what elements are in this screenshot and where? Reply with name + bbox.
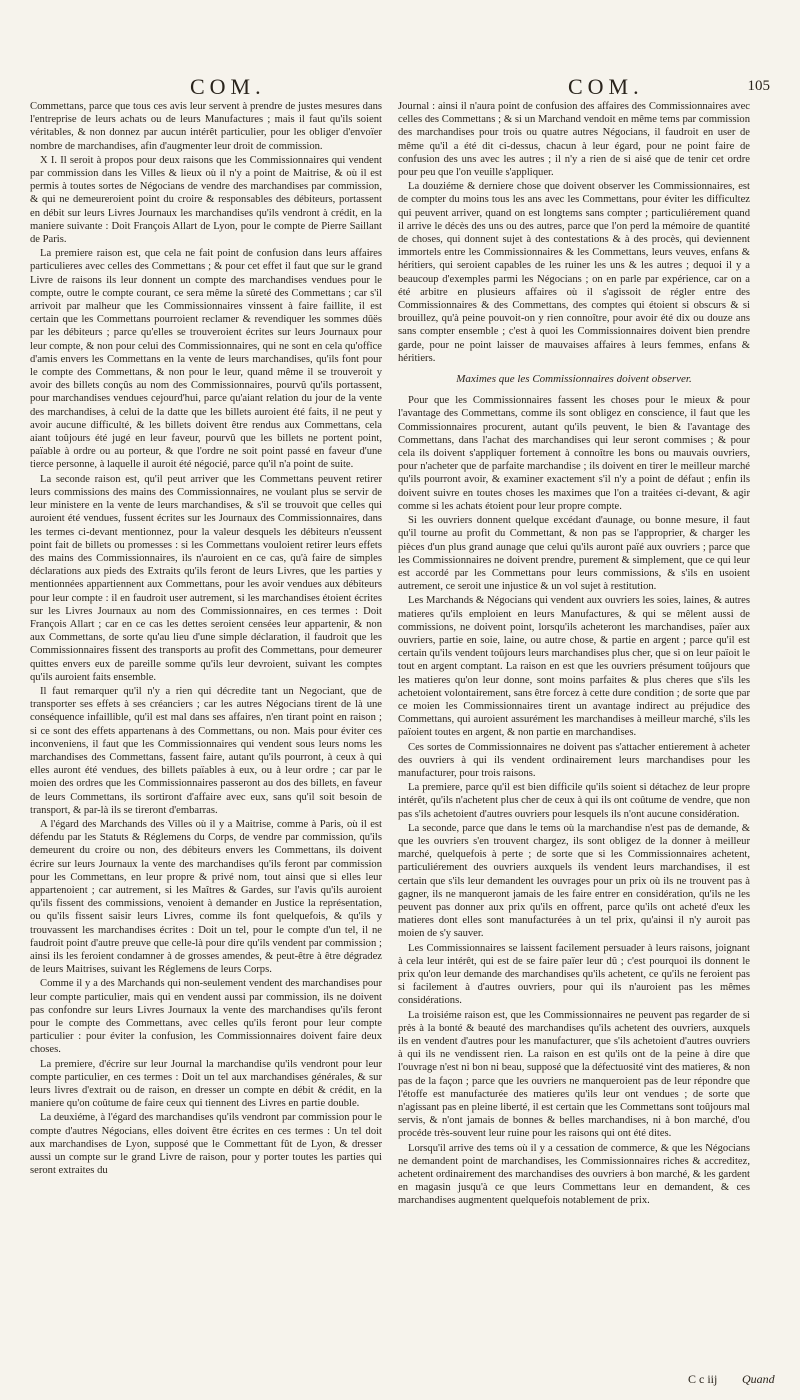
paragraph: La deuxiéme, à l'égard des marchandises qu'ils vendront par commission pour le compte d'autres Négocians, elles doivent être écrites en ces termes : Un tel doit aux marchandises de Lyon, supposé que le Commettant fût de Lyon, & dresser aussi un compte sur le grand Livre de raison, pour y porter toutes les parties qui seront extraites du: [30, 1112, 382, 1177]
paragraph: Les Commissionnaires se laissent facilement persuader à leurs raisons, joignant à cela leur intérêt, qui est de se faire païer leur dû ; c'est pourquoi ils donnent le prix qu'on leur demande des marchandises qu'ils achetent, ce qu'ils ne feroient pas si facilement à d'autres ouvriers, pour qui ils n'auroient pas les mêmes considérations.: [398, 942, 750, 1007]
paragraph: Lorsqu'il arrive des tems où il y a cessation de commerce, & que les Négocians ne demandent point de marchandises, les Commissionnaires riches & accreditez, achetent ordinairement des marchandises des ouvriers à bon marché, & les gardent en magasin jusqu'à ce que leurs Commettans leur en demandent, & ces marchandises augmentent quelquefois notablement de prix.: [398, 1142, 750, 1207]
page-footer: [0, 1372, 800, 1390]
paragraph: A l'égard des Marchands des Villes où il y a Maitrise, comme à Paris, où il est défendu par les Statuts & Réglemens du Corps, de vendre par commission, qu'ils demeurent du croire ou non, des débiteurs envers les Commettans, ils doivent écrire sur leurs Journaux la vente des marchandises qu'ils feront par commission pour les Commettans, en leur propre & privé nom, tout ainsi que si elles leur appartenoient ; car autrement, si les Maîtres & Gardes, sur l'avis qu'ils auroient qu'ils fissent des commissions, venoient à demander en Justice la représentation, ou qu'ils fissent saisir leurs Livres, comme ils font quelquefois, & qu'ils y trouvassent les marchandises écrites : Doit un tel, pour le compte d'un tel, il ne faudroit point d'autre preuve que celle-là pour dire qu'ils vendent par commission ; ainsi ils les feroient condamner à de grosses amendes, & peut-être à être dégradez de leurs Maitrises, suivant les Réglemens de leurs Corps.: [30, 818, 382, 976]
signature-mark: C c iij: [688, 1372, 718, 1386]
right-column: [398, 100, 750, 1355]
section-heading: Maximes que les Commissionnaires doivent observer.: [456, 373, 692, 386]
paragraph: La premiere, d'écrire sur leur Journal la marchandise qu'ils vendront pour leur compte particulier, en ces termes : Doit un tel aux marchandises générales, & sur leurs livres d'extrait ou de raison, en dresser un compte en débit & crédit, en la maniere qu'on coûtume de faire ceux qui tiennent des Livres en partie double.: [30, 1058, 382, 1110]
paragraph: La premiere raison est, que cela ne fait point de confusion dans leurs affaires particulieres avec celles des Commettans ; & pour cet effet il faut que sur le grand Livre de raisons ils leur donnent un compte des marchandises vendues pour le compte, outre le compte courant, ce sera même la sûreté des Commettans ; car s'il arrivoit par malheur que les Commissionnaires vinssent à faire faillite, il est certain que les Commettans pourroient reclamer & revendiquer les sommes dûës par les débiteurs ; parce qu'elles se trouveroient écrites sur leurs Journaux pour leur compte, & non pour celui des Commissionnaires, qui ne sont en cela qu'office d'amis envers les Commettans en la vente de leurs marchandises, qu'ils font pour le compte des Commettans, & non pour le leur, quand même il se trouveroit y avoir des billets conçûs au nom des Commissionnaires, pourvû qu'ils portassent, pour marchandises vendues cejourd'hui, parce qu'aiant relation du jour de la vente des marchandises, à celui de la datte que les billets auroient été faits, il ne peut y avoir aucune difficulté, & les billets doivent être rendus aux Commettans, cela aiant toûjours été jugé en leur faveur, pourvû que les billets ne portent point, païable à ordre ou au porteur, & que l'ordre ne soit point passé en faveur d'une tierce personne, à laquelle il auroit été négocié, parce qu'il n'a point de suite.: [30, 248, 382, 471]
paragraph: La premiere, parce qu'il est bien difficile qu'ils soient si détachez de leur propre intérêt, qu'ils n'achetent plus cher de ceux à qui ils ont coûtume de vendre, que non pas s'ils achetoient d'autres ouvriers pour lesquels ils n'ont aucune considération.: [398, 782, 750, 820]
paragraph: Pour que les Commissionnaires fassent les choses pour le mieux & pour l'avantage des Commettans, comme ils sont obligez en conscience, il faut que les Commissionnaires procurent, autant qu'ils peuvent, le bien & l'avantage des Commettans, dans l'achat des marchandises qui leur seront commises ; & pour cela ils doivent s'appliquer fortement à connoître les bons ou mauvais ouvriers, pour n'acheter que de parfaite marchandise ; ils doivent en tirer le meilleur marché qu'ils pourront avoir, & examiner exactement s'il n'y a point de défaut ; enfin ils doivent suivre en toutes choses les maximes que l'on a traitées ci-devant, & agir comme si les achats étoient pour leur propre compte.: [398, 395, 750, 512]
running-header: [0, 74, 800, 100]
paragraph: Les Marchands & Négocians qui vendent aux ouvriers les soies, laines, & autres matieres qu'ils emploient en leurs Manufactures, & qui se mêlent aussi de commissions, ne doivent point, lorsqu'ils acheteront les marchandises, païer aux ouvriers, partie en soie, laine, ou autre chose, & partie en argent ; parce qu'il est certain qu'ils vendent toûjours leurs marchandises plus cher, que si on leur païoit le tout en argent comptant. La raison en est que les ouvriers présument toûjours que les matieres qu'on leur donne, sont moins parfaites & plus cheres que s'ils les achetoient volontairement, sans être forcez à cette dure condition ; de sorte que par ce moien les Commissionnaires tirent un avantage indirect au préjudice des Commettans, qui auroient assurément les marchandises à meilleur marché, s'ils les païoient toutes en argent, & non partie en marchandises.: [398, 595, 750, 739]
paragraph: La seconde raison est, qu'il peut arriver que les Commettans peuvent retirer leurs commissions des mains des Commissionnaires, ne voulant plus se servir de leur ministere en la vente de leurs marchandises, & s'il se trouvoit que celles qui auroient été vendues, fussent écrites sur les Journaux des Commissionnaires, dans les termes ci-devant mentionnez, pour la valeur desquels les débiteurs n'eussent point fait de billets ou promesses : si les Commettans vouloient retirer leurs effets des mains des Commissionnaires, ils n'auroient en ce cas, qu'à faire de simples déclarations aux pieds des Extraits qu'ils feront de leurs Livres, que les parties y mentionnées appartiennent aux Commettans, pour les avoir vendues aux débiteurs pour leur compte : il en faudroit user autrement, si les marchandises étoient écrites sur les Livres Journaux au nom des Commissionnaires, en ces termes : Doit François Allart ; car en ce cas les dettes seroient censées leur appartenir, & non aux Commettans, de sorte qu'au lieu d'une simple déclaration, il faudroit que les Commissionnaires fissent des transports au profit des Commettans, pour demeurer quittes envers eux de pareille somme qu'ils leur devroient, suivant les comptes qu'ils auroient faits ensemble.: [30, 473, 382, 683]
paragraph: Il faut remarquer qu'il n'y a rien qui décredite tant un Negociant, que de transporter ses effets à ses créanciers ; car les autres Négocians tirent de là une conséquence infaillible, qu'il est mal dans ses affaires, n'en tirant point en raison ; si ce sont des effets appartenans à des Commettans, ou non. Mais pour éviter ces inconveniens, il faut que les Commissionnaires qui vendent sous leurs noms les marchandises des Commettans, fassent faire, autant qu'ils pourront, à ceux à qui elles auront été vendues, des billets païables à eux, ou à leur ordre ; car par le moien des ordres que les Commissionnaires passeront au dos des billets, en faveur de leurs Commettans, ils sortiront d'affaire avec eux, sans qu'il soit besoin de transport, & par-là ils se tireront d'embarras.: [30, 685, 382, 816]
paragraph: Comme il y a des Marchands qui non-seulement vendent des marchandises pour leur compte particulier, mais qui en vendent aussi par commission, ils ne doivent pas confondre sur leurs Livres Journaux la vente des marchandises qu'ils feront pour le compte des Commettans, avec celles qu'ils feront pour leur compte particulier : pour éviter la confusion, les Commissionnaires doivent faire deux choses.: [30, 978, 382, 1056]
paragraph: X I. Il seroit à propos pour deux raisons que les Commissionnaires qui vendent par commission dans les Villes & lieux où il n'y a point de Maitrise, & où il est permis à toutes sortes de Négocians de vendre des marchandises par commission, & qui ne demeureroient point du croire & responsables des débiteurs, portassent en débit sur leurs Livres Journaux les marchandises qu'ils vendront à crédit, en la maniere suivante : Doit François Allart de Lyon, pour le compte de Pierre Saillant de Paris.: [30, 154, 382, 246]
paragraph: La troisiéme raison est, que les Commissionnaires ne peuvent pas regarder de si près à la bonté & beauté des marchandises qu'ils achetent des ouvriers, auxquels ils en vendent d'autres pour les manufacturer, que s'ils achetoient d'autres ouvriers à qui ils ne vendissent rien. La raison en est qu'ils ont de la peine à dire que l'ouvrage n'est ni bon ni beau, supposé que la défectuosité vint des matieres, & non pas de la façon ; parce que les ouvriers ne manqueroient pas de leur répondre que l'étoffe est manufacturée des matieres qu'ils leur ont vendues ; de sorte que n'agissant pas en pleine liberté, il est certain que les Commettans sont toûjours mal servis, & n'ont jamais de bonnes & belles marchandises, ni à bon marché, d'ou procéde très-souvent leur ruine pour les raisons qui ont été dites.: [398, 1009, 750, 1140]
paragraph: Si les ouvriers donnent quelque excédant d'aunage, ou bonne mesure, il faut qu'il tourne au profit du Commettant, & non pas se l'approprier, & charger les pièces d'un plus grand aunage que celui qu'ils auront païé aux ouvriers ; parce que les Commissionnaires ne doivent prendre, purement & simplement, que ce qui leur est accordé par les Commettans pour leurs commissions, & s'ils en usoient autrement, ce seroit une injustice & un vol sujet à restitution.: [398, 515, 750, 593]
paragraph: La douziéme & derniere chose que doivent observer les Commissionnaires, est de compter du moins tous les ans avec les Commettans, pour éviter les difficultez qui peuvent arriver, quand on est longtems sans compter ; particuliérement quand il arrive le décès des uns ou des autres, parce que l'on perd la mémoire de quantité de choses, qui donnent sujet à des contestations & à des procès, qui deviennent immortels entre les Commissionnaires & les Commettans, leurs veuves, enfans & héritiers, qui seroient capables de les ruiner les uns & les autres ; dequoi il y a beaucoup d'exemples parmi les Négocians ; on en parle par expérience, car on a été arbitre en plusieurs affaires où il s'agissoit de régler entre des Commissionnaires & des Commettans, des comptes qui étoient si obscurs & si brouillez, qu'à peine pouvoit-on y rien connoître, pour avoir été dix ou douze ans sans compter ensemble ; c'est à quoi les Commissionnaires doivent bien prendre garde, pour ne point laisser de mauvaises affaires à leurs femmes, enfans & héritiers.: [398, 181, 750, 364]
left-running-title: COM.: [190, 74, 266, 99]
paragraph: Ces sortes de Commissionnaires ne doivent pas s'attacher entierement à acheter des ouvriers à qui ils vendent ordinairement leurs marchandises pour les manufacturer, pour trois raisons.: [398, 741, 750, 779]
page-number: 105: [747, 78, 770, 94]
paragraph: Commettans, parce que tous ces avis leur servent à prendre de justes mesures dans l'entreprise de leurs achats ou de leurs Manufactures ; mais il faut qu'ils soient véritables, & non donnez par aucun intérêt particulier, pour les obliger d'envoïer nombre de marchandises, afin d'augmenter leur droit de commission.: [30, 101, 382, 152]
right-running-title: COM.: [568, 74, 644, 99]
catchword: Quand: [742, 1372, 775, 1386]
left-column: [30, 100, 382, 1355]
paragraph: La seconde, parce que dans le tems où la marchandise n'est pas de demande, & que les ouvriers s'en trouvent chargez, ils sont obligez de la donner à meilleur marché, quelquefois à perte ; de sorte que si les Commissionnaires achetent, particuliérement des ouvriers auxquels ils vendent leurs marchandises, il est certain que s'ils leur demandent les ouvrages pour un prix où ils ne trouvent pas à gagner, ils ne manqueront jamais de les faire entrer en considération, qu'ils ne les peuvent pas donner aux prix qu'ils en offrent, parce qu'ils ont acheté d'eux les matieres dont elles sont manufacturées à un tel prix, qu'ainsi il n'y auroit pas moien de s'y sauver.: [398, 822, 750, 940]
paragraph: Journal : ainsi il n'aura point de confusion des affaires des Commissionnaires avec celles des Commettans ; & si un Marchand vendoit en même tems par commission des marchandises pour trois ou quatre autres Négocians, il faudroit en user de même qu'il a été dit ci-dessus, chacun à leur égard, pour ne point faire de confusion des uns avec les autres ; il n'y a rien de si aisé que de tenir cet ordre pour peu que l'on veuille s'appliquer.: [398, 101, 750, 179]
